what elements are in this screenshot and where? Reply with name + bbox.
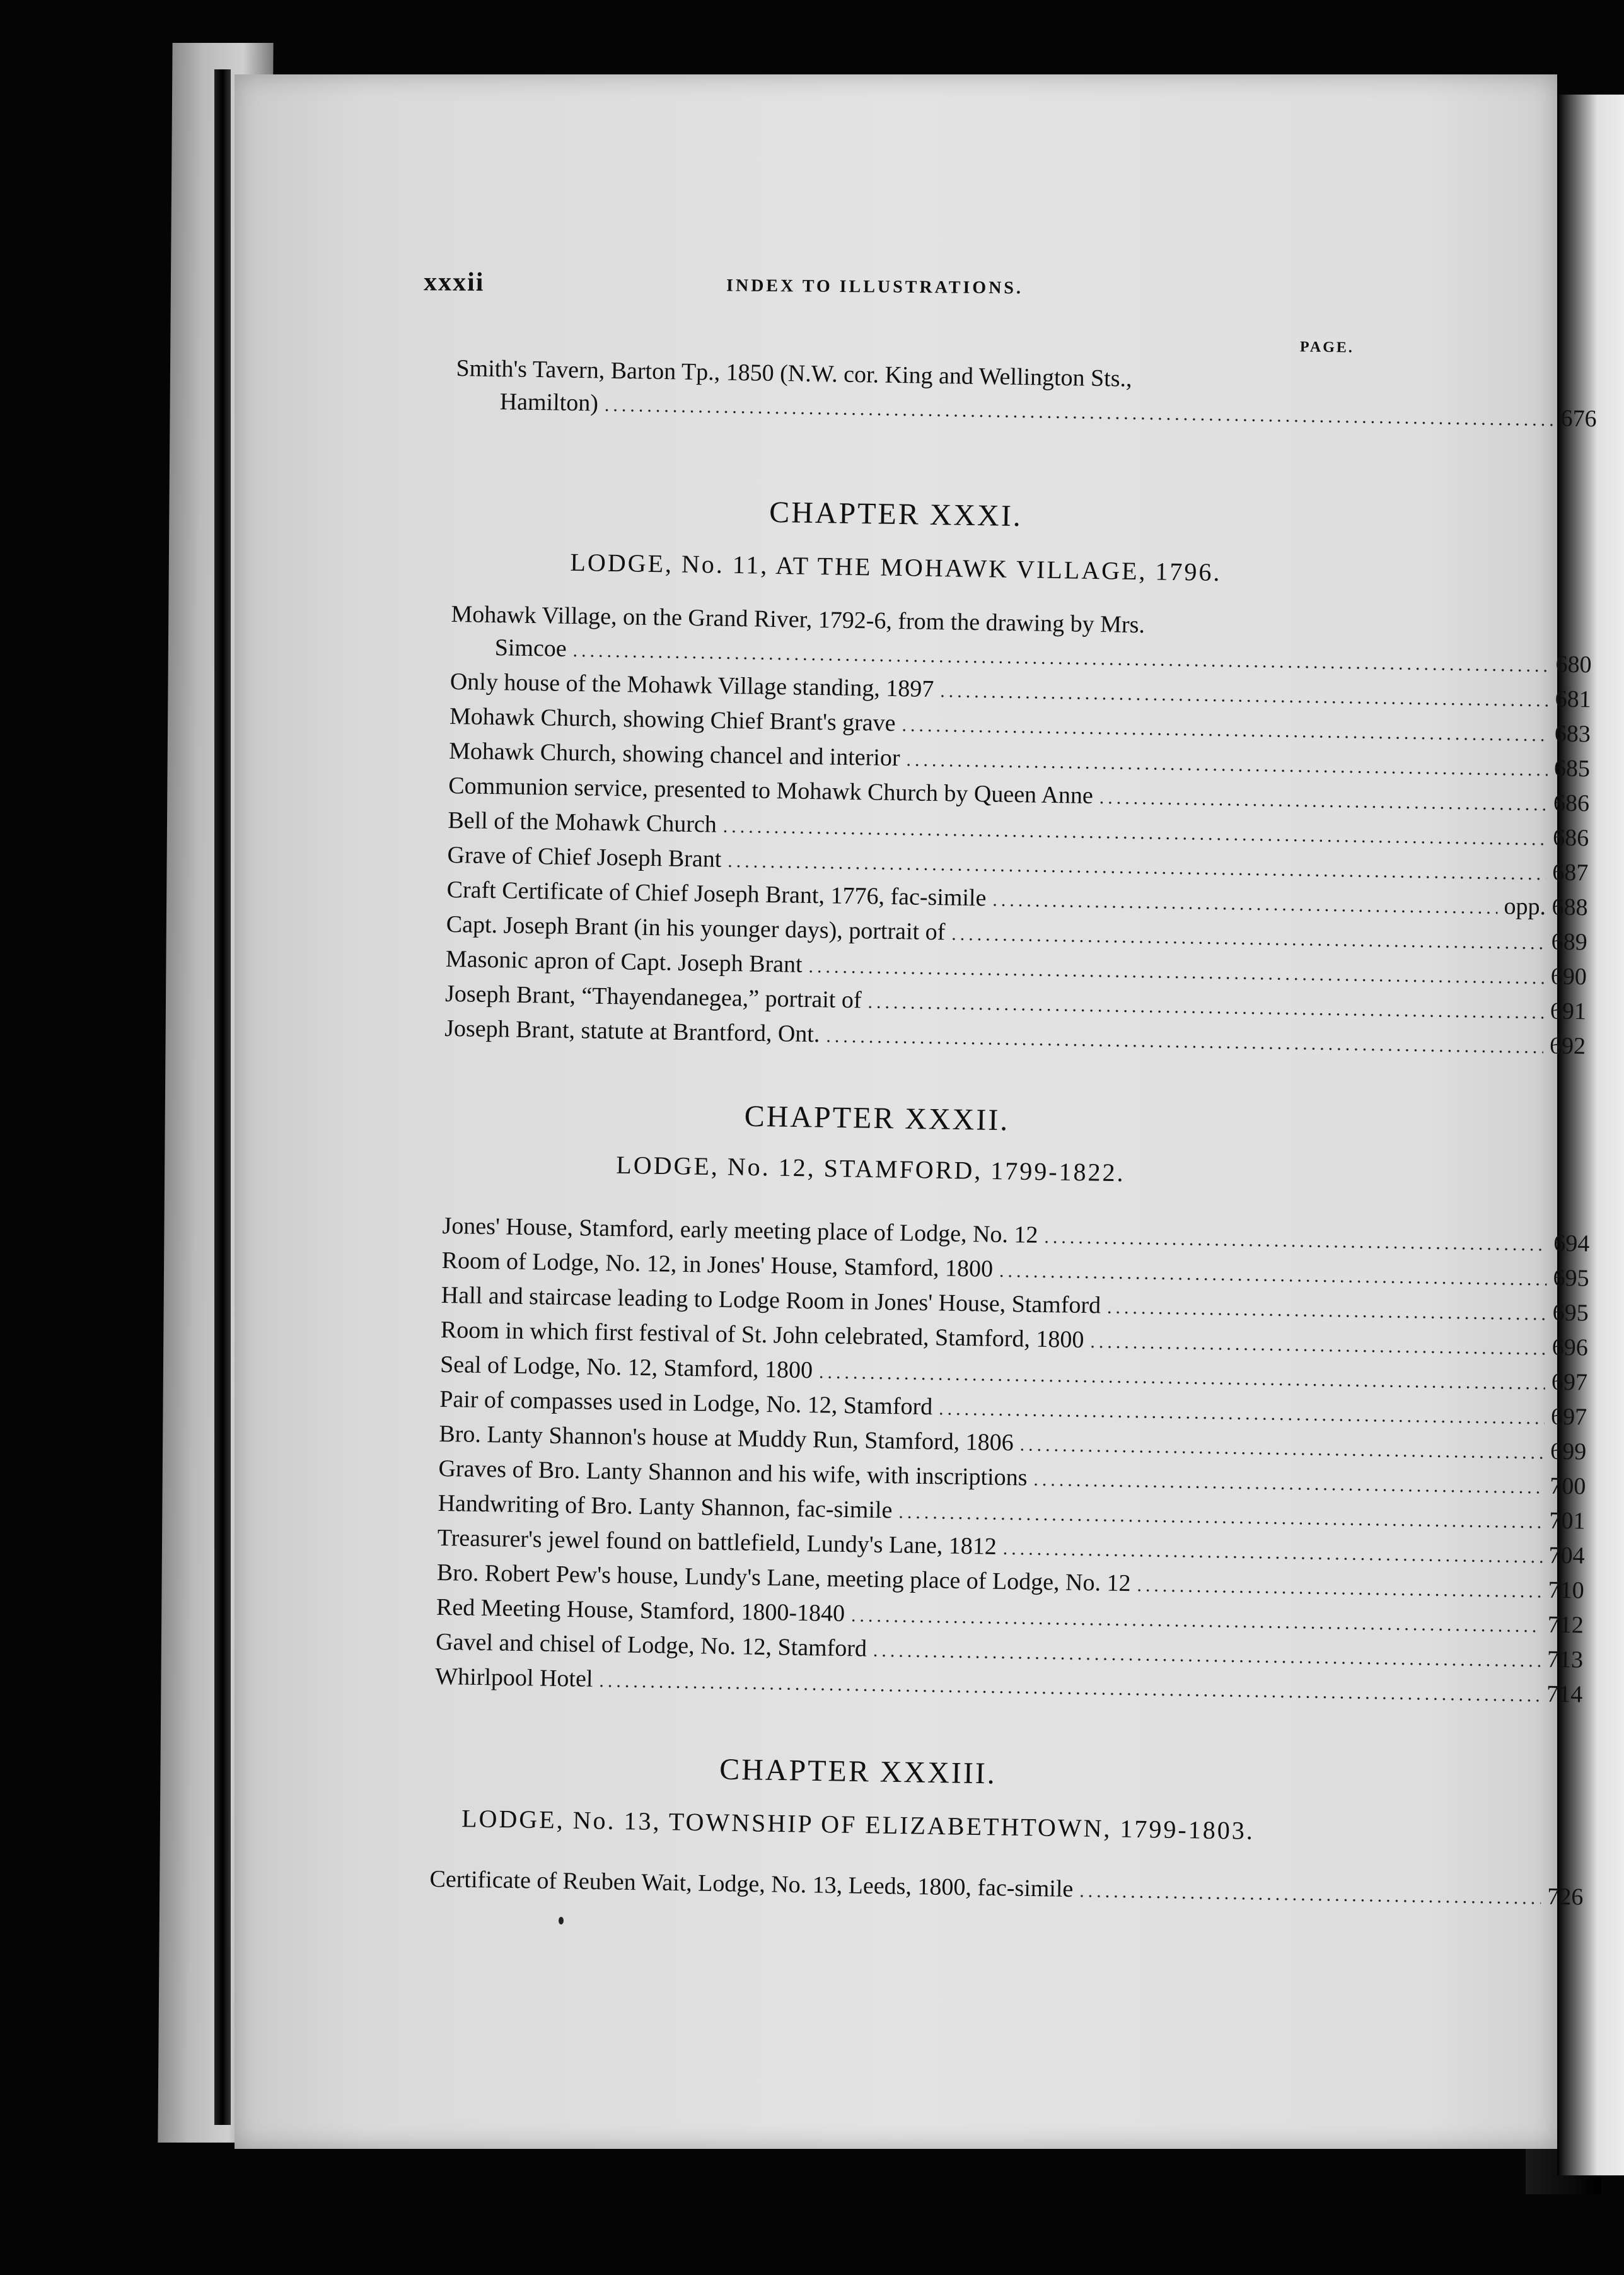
leader-dots <box>1079 1875 1541 1914</box>
entry-page: 710 <box>1548 1576 1585 1604</box>
entry-page: opp. 688 <box>1504 893 1588 921</box>
entry-page: 690 <box>1550 963 1587 991</box>
index-entry <box>429 1863 1584 1916</box>
entry-page: 683 <box>1554 720 1591 748</box>
entry-title: Grave of Chief Joseph Brant <box>447 841 722 873</box>
entry-title: Whirlpool Hotel <box>435 1663 593 1692</box>
entry-page: 686 <box>1553 789 1590 817</box>
entry-page: 687 <box>1552 859 1589 887</box>
page-header <box>424 267 1407 313</box>
entry-title: Bro. Robert Pew's house, Lundy's Lane, meeting place of Lodge, No. 12 <box>436 1559 1131 1597</box>
entry-title: Masonic apron of Capt. Joseph Brant <box>445 945 803 978</box>
entry-title: Joseph Brant, statute at Brantford, Ont. <box>444 1015 820 1048</box>
entry-title: Certificate of Reuben Wait, Lodge, No. 13, Leeds, 1800, fac-simile <box>429 1865 1074 1903</box>
ink-speck <box>559 1917 564 1924</box>
entry-page: 696 <box>1552 1334 1589 1361</box>
chapter-entries <box>435 1209 1590 1713</box>
entry-title: Mohawk Village, on the Grand River, 1792-6, from the drawing by Mrs. <box>451 600 1146 639</box>
entry-page: 701 <box>1549 1507 1586 1535</box>
entry-page: 694 <box>1553 1230 1590 1257</box>
entry-title: Mohawk Church, showing chancel and interior <box>448 737 900 772</box>
entry-page: 699 <box>1550 1438 1587 1465</box>
book-page <box>235 74 1597 2149</box>
leader-dots <box>1137 1569 1542 1608</box>
entry-page: 695 <box>1553 1264 1589 1292</box>
entry-page: 681 <box>1555 685 1592 713</box>
entry-page: 695 <box>1552 1299 1589 1327</box>
chapter-subheading: LODGE, No. 11, AT THE MOHAWK VILLAGE, 1796. <box>570 547 1222 587</box>
entry-page: 714 <box>1546 1680 1583 1708</box>
page-edge-shadow <box>214 69 231 2125</box>
entry-page: 691 <box>1550 998 1587 1025</box>
leader-dots <box>1099 781 1547 821</box>
entry-title: Jones' House, Stamford, early meeting place of Lodge, No. 12 <box>442 1212 1038 1248</box>
entry-title: Graves of Bro. Lanty Shannon and his wife, with inscriptions <box>438 1455 1028 1491</box>
entry-title: Only house of the Mohawk Village standing, 1897 <box>450 668 934 703</box>
entry-page: 686 <box>1552 824 1589 852</box>
entry-title: Red Meeting House, Stamford, 1800-1840 <box>436 1593 845 1627</box>
entry-page: 700 <box>1549 1472 1586 1500</box>
entry-title: Bro. Lanty Shannon's house at Muddy Run, Stamford, 1806 <box>439 1420 1014 1457</box>
entry-title: Craft Certificate of Chief Joseph Brant, 1776, fac-simile <box>446 876 987 912</box>
entry-page: 697 <box>1551 1368 1588 1396</box>
chapter-entries <box>429 1863 1584 1916</box>
entry-title: Room of Lodge, No. 12, in Jones' House, Stamford, 1800 <box>441 1247 994 1283</box>
entry-title: Communion service, presented to Mohawk Church by Queen Anne <box>448 772 1094 810</box>
entry-title: Handwriting of Bro. Lanty Shannon, fac-simile <box>438 1489 893 1524</box>
entry-title: Treasurer's jewel found on battlefield, Lundy's Lane, 1812 <box>437 1524 997 1560</box>
entry-title: Room in which first festival of St. John celebrated, Stamford, 1800 <box>440 1316 1084 1354</box>
folio-number: xxxii <box>423 267 485 298</box>
entry-page: 689 <box>1551 928 1587 956</box>
entry-title-cont: Hamilton) <box>499 388 599 417</box>
entry-page: 712 <box>1547 1611 1584 1639</box>
entry-title: Capt. Joseph Brant (in his younger days), portrait of <box>446 911 946 946</box>
page-column-label: PAGE. <box>1299 339 1355 356</box>
entry-title: Pair of compasses used in Lodge, No. 12, Stamford <box>439 1385 933 1421</box>
entry-title: Bell of the Mohawk Church <box>448 806 717 838</box>
chapter-subheading: LODGE, No. 13, TOWNSHIP OF ELIZABETHTOWN, 1799-1803. <box>461 1804 1255 1845</box>
entry-title: Seal of Lodge, No. 12, Stamford, 1800 <box>439 1351 813 1384</box>
entry-page: 704 <box>1548 1542 1585 1569</box>
entry-title: Mohawk Church, showing Chief Brant's grave <box>449 702 896 737</box>
entry-page: 676 <box>1560 405 1597 433</box>
entry-title: Joseph Brant, “Thayendanegea,” portrait of <box>444 980 862 1014</box>
entry-page: 685 <box>1553 755 1591 783</box>
chapter-heading: CHAPTER XXXI. <box>768 495 1023 533</box>
entry-page: 680 <box>1555 651 1592 678</box>
entry-page: 726 <box>1547 1883 1584 1911</box>
entry-page: 697 <box>1550 1403 1587 1431</box>
entry-title: Smith's Tavern, Barton Tp., 1850 (N.W. cor. King and Wellington Sts., <box>456 354 1132 392</box>
chapter-entries <box>444 598 1592 1064</box>
chapter-heading: CHAPTER XXXII. <box>744 1099 1010 1138</box>
entry-title: Hall and staircase leading to Lodge Room in Jones' House, Stamford <box>441 1281 1101 1319</box>
entry-title: Gavel and chisel of Lodge, No. 12, Stamford <box>435 1628 867 1662</box>
chapter-heading: CHAPTER XXXIII. <box>719 1752 997 1791</box>
intro-entry <box>455 352 1597 437</box>
entry-page: 692 <box>1549 1032 1586 1060</box>
leader-dots <box>1107 1291 1546 1331</box>
chapter-subheading: LODGE, No. 12, STAMFORD, 1799-1822. <box>616 1150 1125 1187</box>
running-head: INDEX TO ILLUSTRATIONS. <box>726 276 1024 298</box>
entry-title-cont: Simcoe <box>494 634 567 662</box>
entry-page: 713 <box>1546 1646 1584 1673</box>
